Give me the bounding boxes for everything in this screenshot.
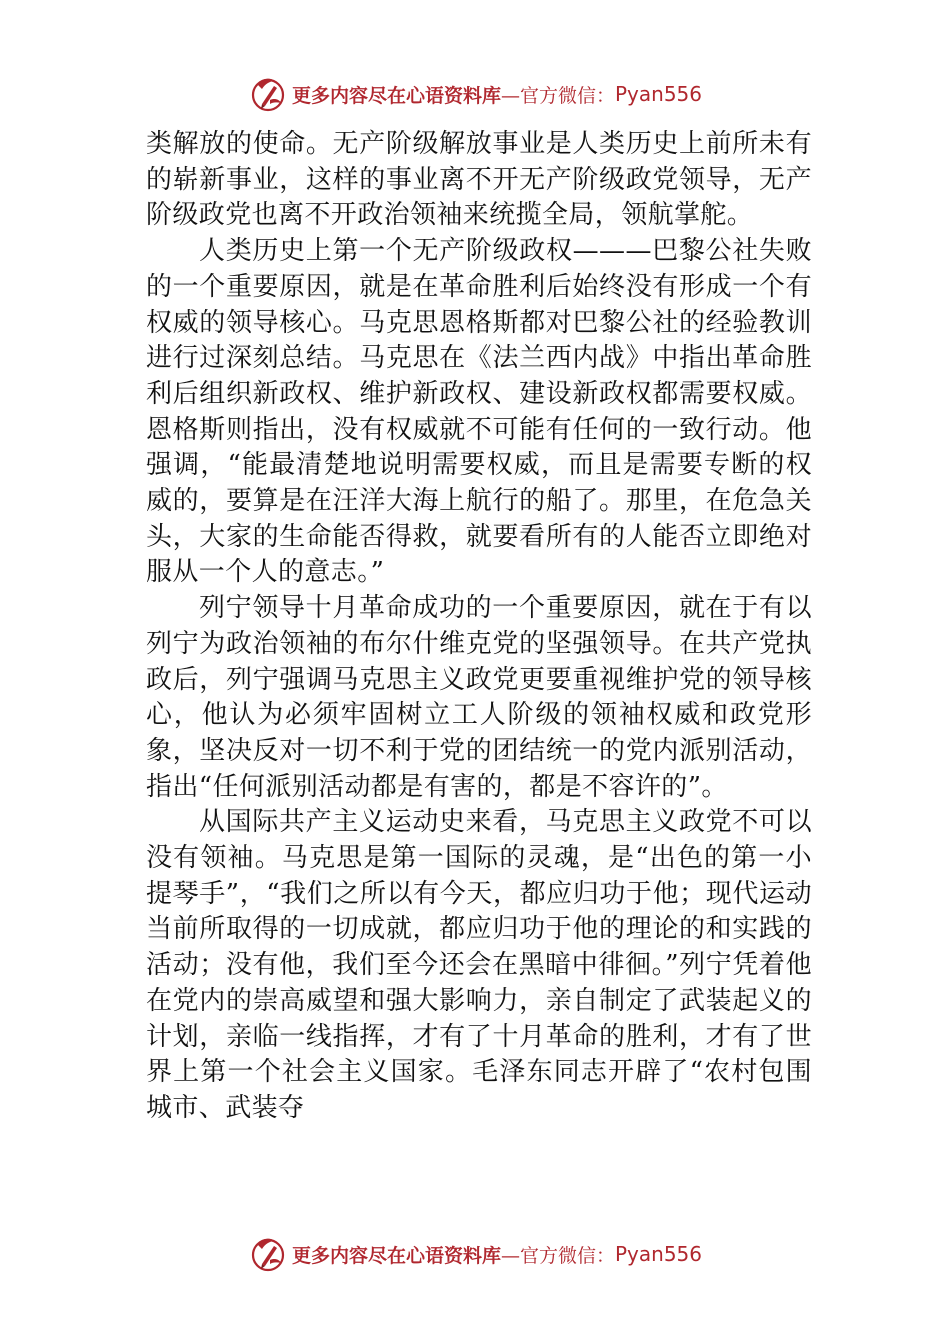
paragraph-1: 类解放的使命。无产阶级解放事业是人类历史上前所未有的崭新事业，这样的事业离不开无产阶级政党领导，无产阶级政党也离不开政治领袖来统揽全局，领航掌舵。	[146, 129, 812, 231]
footer-title: 更多内容尽在心语资料库	[291, 1244, 501, 1267]
paragraph-2: 人类历史上第一个无产阶级政权———巴黎公社失败的一个重要原因，就是在革命胜利后始终没有形成一个有权威的领导核心。马克思恩格斯都对巴黎公社的经验教训进行过深刻总结。马克思在《法兰西内战》中指出革命胜利后组织新政权、维护新政权、建设新政权都需要权威。恩格斯则指出，没有权威就不可能有任何的一致行动。他强调，“能最清楚地说明需要权威，而且是需要专断的权威的，要算是在汪洋大海上航行的船了。那里，在危急关头，大家的生命能否得救，就要看所有的人能否立即绝对服从一个人的意志。”	[146, 236, 812, 588]
document-body	[146, 127, 812, 1127]
flame-pen-logo-icon	[248, 74, 288, 114]
header-wechat-id: Pyan556	[615, 82, 703, 106]
header-wechat-label: —官方微信：	[500, 84, 615, 107]
footer-wechat-label: —官方微信：	[500, 1244, 615, 1267]
paragraph-3: 列宁领导十月革命成功的一个重要原因，就在于有以列宁为政治领袖的布尔什维克党的坚强领导。在共产党执政后，列宁强调马克思主义政党更要重视维护党的领导核心，他认为必须牢固树立工人阶级的领袖权威和政党形象，坚决反对一切不利于党的团结统一的党内派别活动，指出“任何派别活动都是有害的，都是不容许的”。	[146, 593, 812, 802]
paragraph-4: 从国际共产主义运动史来看，马克思主义政党不可以没有领袖。马克思是第一国际的灵魂，是“出色的第一小提琴手”，“我们之所以有今天，都应归功于他；现代运动当前所取得的一切成就，都应归功于他的理论的和实践的活动；没有他，我们至今还会在黑暗中徘徊。”列宁凭着他在党内的崇高威望和强大影响力，亲自制定了武装起义的计划，亲临一线指挥，才有了十月革命的胜利，才有了世界上第一个社会主义国家。毛泽东同志开辟了“农村包围城市、武装夺	[146, 807, 812, 1123]
footer-banner	[0, 1232, 950, 1276]
flame-pen-logo-icon	[248, 1234, 288, 1274]
footer-wechat-id: Pyan556	[615, 1242, 703, 1266]
header-title: 更多内容尽在心语资料库	[291, 84, 501, 107]
header-banner	[0, 72, 950, 116]
